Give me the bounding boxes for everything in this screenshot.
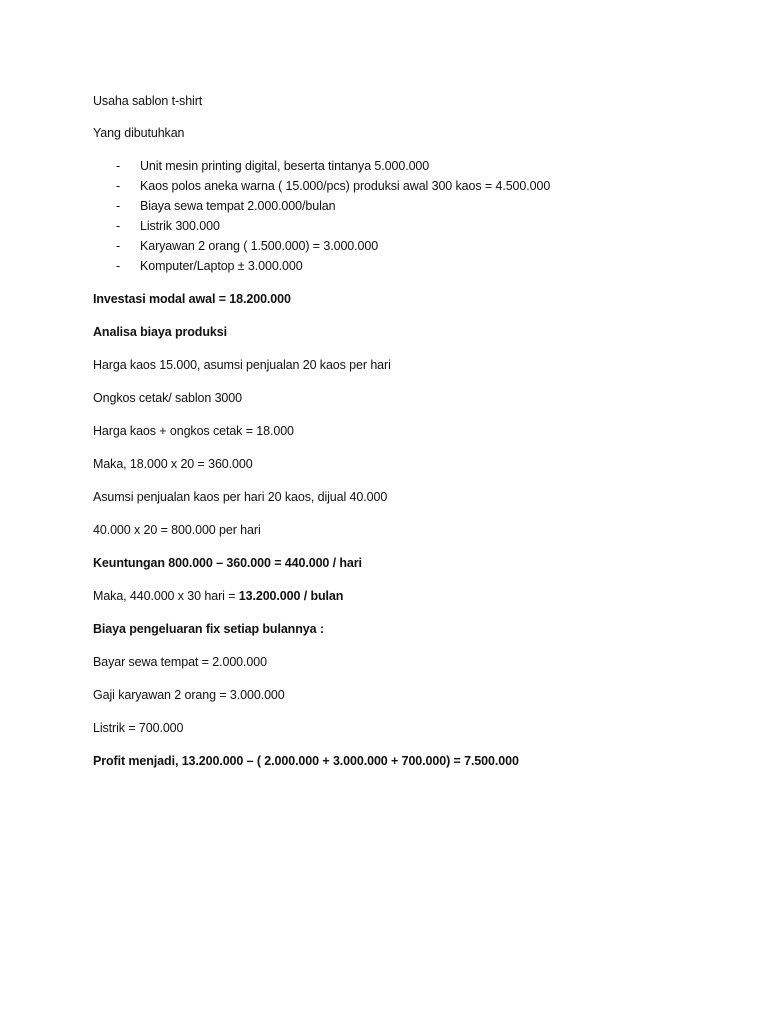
list-item-text: Listrik 300.000 bbox=[140, 219, 220, 233]
needs-heading: Yang dibutuhkan bbox=[93, 126, 185, 140]
list-item bbox=[93, 258, 693, 278]
line-gaji-karyawan: Gaji karyawan 2 orang = 3.000.000 bbox=[93, 688, 285, 702]
line-harga-kaos: Harga kaos 15.000, asumsi penjualan 20 kaos per hari bbox=[93, 358, 391, 372]
line-revenue: 40.000 x 20 = 800.000 per hari bbox=[93, 523, 261, 537]
document-body bbox=[93, 93, 693, 769]
line-profit-final: Profit menjadi, 13.200.000 – ( 2.000.000 + 3.000.000 + 700.000) = 7.500.000 bbox=[93, 754, 519, 768]
line-ongkos-cetak: Ongkos cetak/ sablon 3000 bbox=[93, 391, 242, 405]
monthly-profit-prefix: Maka, 440.000 x 30 hari = bbox=[93, 589, 239, 603]
list-item-text: Unit mesin printing digital, beserta tintanya 5.000.000 bbox=[140, 159, 430, 173]
bullet-dash: - bbox=[116, 199, 121, 213]
analysis-heading: Analisa biaya produksi bbox=[93, 325, 227, 339]
list-item bbox=[93, 158, 693, 178]
list-item-text: Kaos polos aneka warna ( 15.000/pcs) produksi awal 300 kaos = 4.500.000 bbox=[140, 179, 551, 193]
list-item bbox=[93, 218, 693, 238]
list-item-text: Komputer/Laptop ± 3.000.000 bbox=[140, 259, 303, 273]
fixed-cost-heading: Biaya pengeluaran fix setiap bulannya : bbox=[93, 622, 324, 636]
monthly-profit-value: 13.200.000 / bulan bbox=[238, 589, 344, 603]
line-harga-plus-ongkos: Harga kaos + ongkos cetak = 18.000 bbox=[93, 424, 294, 438]
investment-total: Investasi modal awal = 18.200.000 bbox=[93, 292, 291, 306]
list-item bbox=[93, 198, 693, 218]
bullet-dash: - bbox=[116, 179, 121, 193]
list-item bbox=[93, 238, 693, 258]
line-keuntungan: Keuntungan 800.000 – 360.000 = 440.000 / hari bbox=[93, 556, 362, 570]
needs-list bbox=[93, 158, 693, 278]
line-monthly-profit bbox=[93, 588, 693, 604]
list-item bbox=[93, 178, 693, 198]
bullet-dash: - bbox=[116, 239, 121, 253]
line-listrik: Listrik = 700.000 bbox=[93, 721, 184, 735]
bullet-dash: - bbox=[116, 159, 121, 173]
document-title: Usaha sablon t-shirt bbox=[93, 94, 203, 108]
list-item-text: Karyawan 2 orang ( 1.500.000) = 3.000.000 bbox=[140, 239, 379, 253]
bullet-dash: - bbox=[116, 259, 121, 273]
line-asumsi-penjualan: Asumsi penjualan kaos per hari 20 kaos, dijual 40.000 bbox=[93, 490, 388, 504]
line-sewa-tempat: Bayar sewa tempat = 2.000.000 bbox=[93, 655, 267, 669]
list-item-text: Biaya sewa tempat 2.000.000/bulan bbox=[140, 199, 336, 213]
line-maka-cost: Maka, 18.000 x 20 = 360.000 bbox=[93, 457, 253, 471]
bullet-dash: - bbox=[116, 219, 121, 233]
